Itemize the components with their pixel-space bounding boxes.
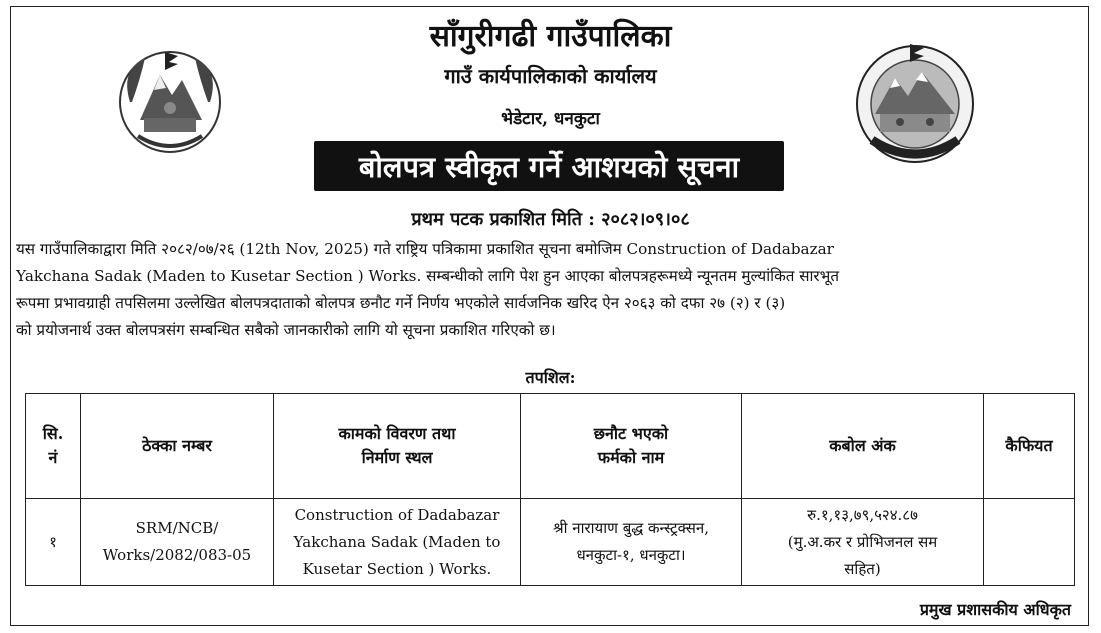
cell-selected-firm: [521, 499, 742, 586]
nepal-emblem-logo: [110, 40, 230, 160]
cell-text: Construction of Dadabazar: [294, 505, 500, 524]
notice-title: बोलपत्र स्वीकृत गर्ने आशयको सूचना: [358, 149, 740, 184]
cell-text: रु.१,१३,७९,५२४.८७: [807, 505, 918, 524]
cell-bid-amount: [742, 499, 984, 586]
municipality-logo: [850, 36, 980, 168]
first-published-date: प्रथम पटक प्रकाशित मिति : २०८२।०९।०८: [411, 209, 690, 230]
header-bid-amount: [742, 394, 984, 499]
cell-text: Works/2082/083-05: [102, 546, 252, 564]
header-work-description: [274, 394, 521, 499]
cell-text: सहित): [844, 559, 881, 578]
header-selected-firm: [521, 394, 742, 499]
header-text: नं: [48, 448, 58, 467]
cell-text: SRM/NCB/: [135, 519, 219, 537]
signatory-title: प्रमुख प्रशासकीय अधिकृत: [919, 600, 1071, 619]
header-text: निर्माण स्थल: [361, 448, 433, 467]
municipality-name: साँगुरीगढी गाउँपालिका: [429, 19, 672, 54]
cell-text: धनकुटा-१, धनकुटा।: [576, 546, 686, 564]
header-contract-number: [81, 394, 274, 499]
header-text: कबोल अंक: [829, 436, 896, 455]
header-text: ठेक्का नम्बर: [142, 436, 212, 455]
cell-contract-number: [81, 499, 274, 586]
header-serial: [26, 394, 81, 499]
notice-body: [16, 236, 1086, 344]
header-remarks: [984, 394, 1075, 499]
cell-text: (मु.अ.कर र प्रोभिजनल सम: [787, 532, 938, 551]
body-line: यस गाउँपालिकाद्वारा मिति २०८२/०७/२६ (12th Nov, 2025) गते राष्ट्रिय पत्रिकामा प्रकाशित सूचना बमोजिम Construction of Dadabazar: [16, 240, 834, 258]
cell-text: Yakchana Sadak (Maden to: [293, 532, 501, 551]
office-name: गाउँ कार्यपालिकाको कार्यालय: [444, 64, 657, 88]
body-line: रूपमा प्रभावग्राही तपसिलमा उल्लेखित बोलपत्रदाताको बोलपत्र छनौट गर्ने निर्णय भएकोले सार्वजनिक खरिद ऐन २०६३ को दफा २७ (२) र (३): [16, 294, 786, 312]
cell-serial: १: [26, 499, 81, 586]
table-row: [26, 499, 1075, 586]
header-text: कैफियत: [1005, 436, 1053, 455]
details-table: [25, 393, 1075, 586]
header-text: छनौट भएको: [593, 424, 669, 443]
cell-remarks: [984, 499, 1075, 586]
cell-work-description: [274, 499, 521, 586]
cell-text: Kusetar Section ) Works.: [302, 559, 492, 578]
cell-text: श्री नारायाण बुद्ध कन्स्ट्रक्सन,: [553, 519, 709, 537]
body-line: Yakchana Sadak (Maden to Kusetar Section ) Works. सम्बन्धीको लागि पेश हुन आएका बोलपत्रहरूमध्ये न्यूनतम मुल्यांकित सारभूत: [16, 267, 839, 285]
header-text: फर्मको नाम: [597, 448, 665, 467]
body-line: को प्रयोजनार्थ उक्त बोलपत्रसंग सम्बन्धित सबैको जानकारीको लागि यो सूचना प्रकाशित गरिएको छ।: [16, 321, 556, 339]
table-caption: तपशिल:: [525, 368, 576, 387]
notice-title-banner: [314, 141, 784, 191]
header-text: सि.: [42, 424, 64, 443]
header-text: कामको विवरण तथा: [338, 424, 456, 443]
table-header-row: [26, 394, 1075, 499]
office-address: भेडेटार, धनकुटा: [501, 109, 600, 129]
